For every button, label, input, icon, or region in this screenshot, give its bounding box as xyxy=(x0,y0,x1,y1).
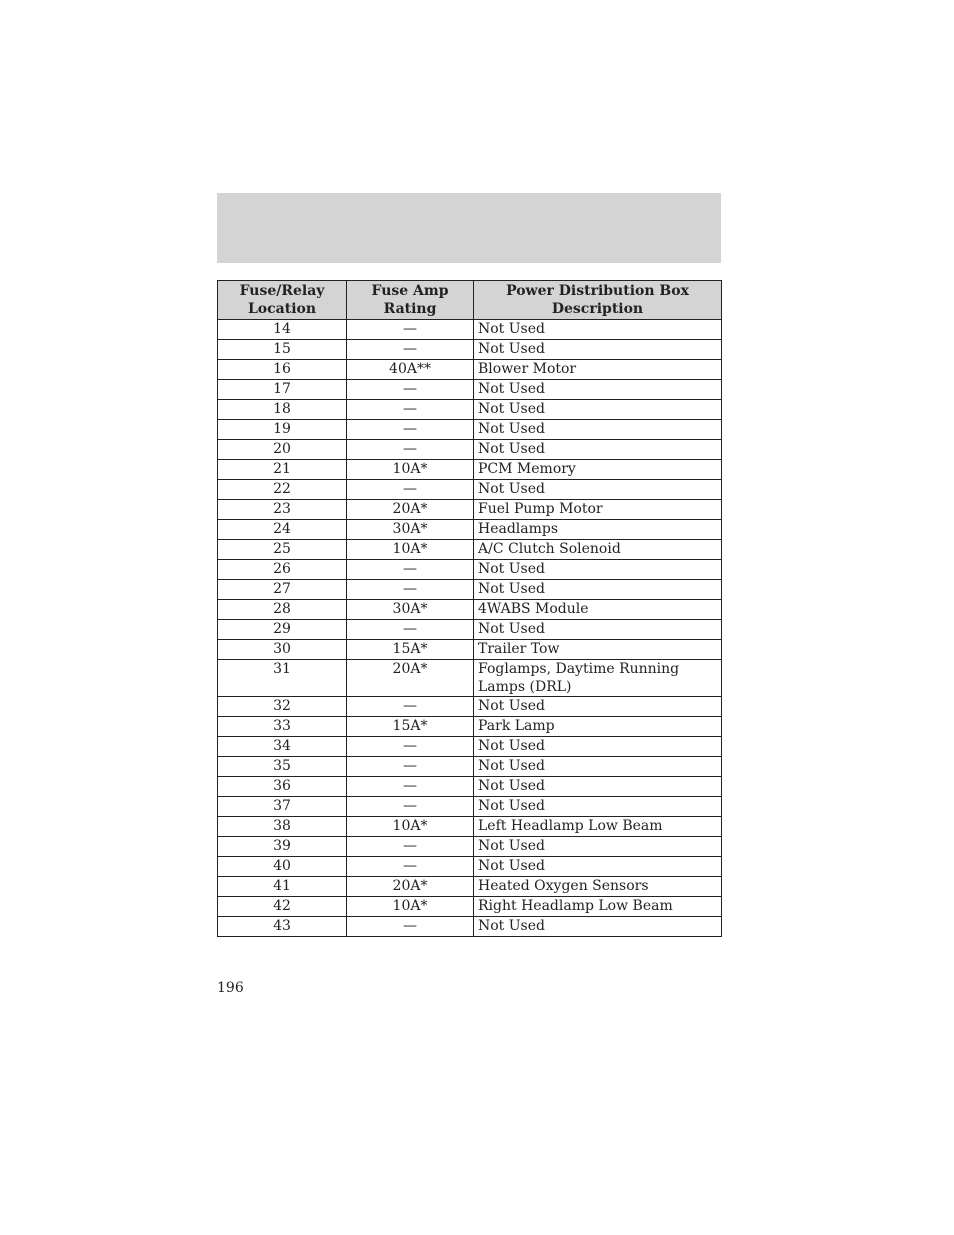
fuse-description-cell: Not Used xyxy=(474,480,722,500)
fuse-location-cell: 17 xyxy=(218,380,347,400)
fuse-description-cell: Not Used xyxy=(474,420,722,440)
fuse-location-cell: 28 xyxy=(218,600,347,620)
fuse-rating-cell: — xyxy=(347,697,474,717)
fuse-description-cell: 4WABS Module xyxy=(474,600,722,620)
table-row xyxy=(218,620,722,640)
table-row xyxy=(218,440,722,460)
fuse-location-cell: 27 xyxy=(218,580,347,600)
fuse-location-cell: 35 xyxy=(218,757,347,777)
fuse-description-cell: Not Used xyxy=(474,560,722,580)
fuse-rating-cell: — xyxy=(347,917,474,937)
header-description: Power Distribution Box Description xyxy=(474,281,722,320)
fuse-rating-cell: 40A** xyxy=(347,360,474,380)
fuse-rating-cell: 20A* xyxy=(347,660,474,697)
table-row xyxy=(218,777,722,797)
fuse-location-cell: 32 xyxy=(218,697,347,717)
fuse-description-cell: A/C Clutch Solenoid xyxy=(474,540,722,560)
fuse-description-cell: Not Used xyxy=(474,440,722,460)
fuse-description-cell: Not Used xyxy=(474,857,722,877)
table-row xyxy=(218,817,722,837)
fuse-rating-cell: — xyxy=(347,580,474,600)
table-row xyxy=(218,320,722,340)
fuse-rating-cell: 10A* xyxy=(347,817,474,837)
fuse-description-cell: Right Headlamp Low Beam xyxy=(474,897,722,917)
fuse-description-cell: Not Used xyxy=(474,320,722,340)
fuse-description-cell: Not Used xyxy=(474,757,722,777)
fuse-location-cell: 20 xyxy=(218,440,347,460)
fuse-description-cell: Fuel Pump Motor xyxy=(474,500,722,520)
table-row xyxy=(218,580,722,600)
fuse-rating-cell: — xyxy=(347,837,474,857)
fuse-rating-cell: — xyxy=(347,480,474,500)
fuse-description-cell: Not Used xyxy=(474,400,722,420)
table-row xyxy=(218,540,722,560)
fuse-description-cell: Not Used xyxy=(474,580,722,600)
table-row xyxy=(218,420,722,440)
fuse-rating-cell: 30A* xyxy=(347,600,474,620)
fuse-rating-cell: 30A* xyxy=(347,520,474,540)
table-row xyxy=(218,877,722,897)
fuse-description-cell: Trailer Tow xyxy=(474,640,722,660)
fuse-rating-cell: — xyxy=(347,340,474,360)
fuse-location-cell: 26 xyxy=(218,560,347,580)
fuse-description-cell: Not Used xyxy=(474,837,722,857)
table-row xyxy=(218,500,722,520)
fuse-table xyxy=(217,280,722,937)
fuse-location-cell: 18 xyxy=(218,400,347,420)
fuse-description-cell: Not Used xyxy=(474,697,722,717)
fuse-location-cell: 23 xyxy=(218,500,347,520)
table-header-row xyxy=(218,281,722,320)
table-row xyxy=(218,737,722,757)
fuse-location-cell: 30 xyxy=(218,640,347,660)
table-row xyxy=(218,360,722,380)
fuse-description-cell: Not Used xyxy=(474,917,722,937)
fuse-location-cell: 24 xyxy=(218,520,347,540)
header-location: Fuse/Relay Location xyxy=(218,281,347,320)
fuse-description-cell: Headlamps xyxy=(474,520,722,540)
fuse-rating-cell: 20A* xyxy=(347,500,474,520)
header-band xyxy=(217,193,721,263)
fuse-description-cell: Not Used xyxy=(474,777,722,797)
fuse-location-cell: 40 xyxy=(218,857,347,877)
table-row xyxy=(218,380,722,400)
fuse-location-cell: 14 xyxy=(218,320,347,340)
fuse-rating-cell: — xyxy=(347,620,474,640)
fuse-location-cell: 37 xyxy=(218,797,347,817)
fuse-description-cell: PCM Memory xyxy=(474,460,722,480)
fuse-location-cell: 19 xyxy=(218,420,347,440)
fuse-location-cell: 43 xyxy=(218,917,347,937)
fuse-description-cell: Not Used xyxy=(474,737,722,757)
fuse-rating-cell: 15A* xyxy=(347,717,474,737)
fuse-rating-cell: 15A* xyxy=(347,640,474,660)
table-row xyxy=(218,640,722,660)
table-row xyxy=(218,660,722,697)
fuse-rating-cell: — xyxy=(347,400,474,420)
fuse-rating-cell: — xyxy=(347,777,474,797)
fuse-description-cell: Not Used xyxy=(474,620,722,640)
fuse-location-cell: 16 xyxy=(218,360,347,380)
fuse-rating-cell: 10A* xyxy=(347,540,474,560)
fuse-rating-cell: — xyxy=(347,440,474,460)
fuse-location-cell: 42 xyxy=(218,897,347,917)
fuse-rating-cell: 20A* xyxy=(347,877,474,897)
table-row xyxy=(218,480,722,500)
fuse-rating-cell: 10A* xyxy=(347,460,474,480)
table-row xyxy=(218,757,722,777)
fuse-rating-cell: — xyxy=(347,560,474,580)
table-row xyxy=(218,520,722,540)
page-number: 196 xyxy=(217,980,244,996)
fuse-description-cell: Left Headlamp Low Beam xyxy=(474,817,722,837)
table-row xyxy=(218,560,722,580)
table-row xyxy=(218,460,722,480)
table-row xyxy=(218,837,722,857)
fuse-description-cell: Park Lamp xyxy=(474,717,722,737)
fuse-description-cell: Not Used xyxy=(474,340,722,360)
fuse-location-cell: 39 xyxy=(218,837,347,857)
fuse-description-cell: Blower Motor xyxy=(474,360,722,380)
fuse-rating-cell: — xyxy=(347,757,474,777)
header-rating: Fuse Amp Rating xyxy=(347,281,474,320)
fuse-rating-cell: 10A* xyxy=(347,897,474,917)
table-row xyxy=(218,897,722,917)
fuse-rating-cell: — xyxy=(347,857,474,877)
fuse-location-cell: 34 xyxy=(218,737,347,757)
fuse-location-cell: 33 xyxy=(218,717,347,737)
table-row xyxy=(218,340,722,360)
fuse-description-cell: Foglamps, Daytime Running Lamps (DRL) xyxy=(474,660,722,697)
fuse-location-cell: 36 xyxy=(218,777,347,797)
fuse-rating-cell: — xyxy=(347,380,474,400)
fuse-location-cell: 22 xyxy=(218,480,347,500)
fuse-location-cell: 41 xyxy=(218,877,347,897)
table-body xyxy=(218,320,722,937)
fuse-description-cell: Not Used xyxy=(474,380,722,400)
table-row xyxy=(218,917,722,937)
fuse-rating-cell: — xyxy=(347,737,474,757)
fuse-rating-cell: — xyxy=(347,797,474,817)
fuse-description-cell: Not Used xyxy=(474,797,722,817)
fuse-location-cell: 29 xyxy=(218,620,347,640)
table-row xyxy=(218,400,722,420)
fuse-location-cell: 21 xyxy=(218,460,347,480)
fuse-location-cell: 25 xyxy=(218,540,347,560)
table-row xyxy=(218,697,722,717)
fuse-rating-cell: — xyxy=(347,320,474,340)
table-row xyxy=(218,600,722,620)
fuse-location-cell: 38 xyxy=(218,817,347,837)
fuse-location-cell: 31 xyxy=(218,660,347,697)
table-row xyxy=(218,717,722,737)
fuse-rating-cell: — xyxy=(347,420,474,440)
table-row xyxy=(218,797,722,817)
fuse-description-cell: Heated Oxygen Sensors xyxy=(474,877,722,897)
fuse-location-cell: 15 xyxy=(218,340,347,360)
table-row xyxy=(218,857,722,877)
